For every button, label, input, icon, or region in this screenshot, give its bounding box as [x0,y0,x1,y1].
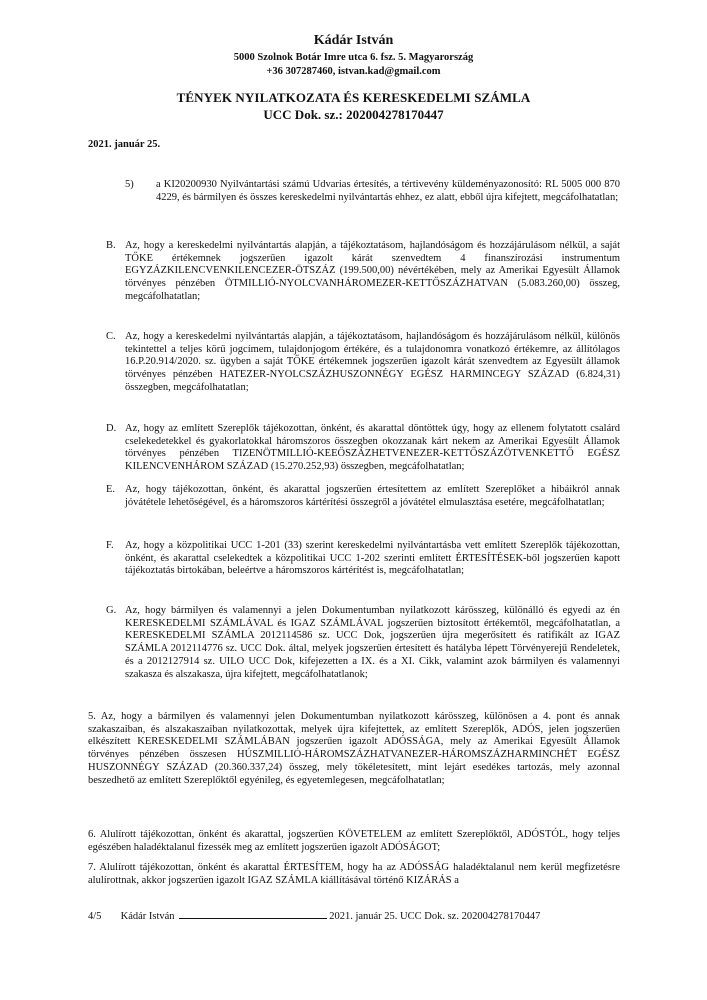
list-item-text: Az, hogy a közpolitikai UCC 1-201 (33) szerint kereskedelmi nyilvántartásba vett említett Szereplők tájékozottan, önként, és akarattal cselekedtek a közpolitikai UCC 1-202 szerinti említett ÉRTESÍTÉSEK-ből jogszerűen kapott tájékoztatás birtokában, beleértve a háromszoros kártérítést is, megcáfolhatatlan; [125,540,620,577]
list-item-text: Az, hogy bármilyen és valamennyi a jelen Dokumentumban nyilatkozott kárösszeg, különálló és egyedi az én KERESKEDELMI SZÁMLÁVAL és IGAZ SZÁMLÁVAL jogszerűen biztosított értékemtől, megcáfolhatatlan, a KERESKEDELMI SZÁMLA 2012114586 sz. UCC Dok, jogszerűen újra megerősített és ratifikált az IGAZ SZÁMLA 2012114776 sz. UCC Dok. által, melyek jogszerűen értesített és hatályba lépett Törvényerejű Rendeletek, és a 2012127914 sz. UILO UCC Dok, kifejezetten a IX. és a XI. Cikk, valamint azok bármilyen és valamennyi szakasza és alszakasza, újra kifejtett, megcáfolhatatlanok; [125,605,620,680]
list-item-marker: B. [106,240,116,251]
list-item-text: Az, hogy a kereskedelmi nyilvántartás alapján, a tájékoztatásom, hajlandóságom és hozzájárulásom nélkül, különös tekintettel a teljes körű jogcímem, tulajdonjogom értékére, és a tulajdonomra vonatkozó értékemre, az állítólagos 16.P.20.914/2020. sz. ügyben a saját TŐKE értékemnek jogszerűen igazolt kárát szenvedtem az Egyesült államok törvényes pénzében HATEZER-NYOLCSZÁZHUSZONNÉGY EGÉSZ HARMINCEGY SZÁZAD (6.824,31) összegben, megcáfolhatatlan; [125,331,620,393]
paragraph-5: 5. Az, hogy a bármilyen és valamennyi jelen Dokumentumban nyilatkozott kárösszeg, különösen a 4. pont és annak szakaszaiban, és alszakaszaiban nyilatkozottak, melyek újra kifejtettek, az említett Szereplők, ADÓS, jelen jogszerűen elkészített KERESKEDELMI SZÁMLÁBAN jogszerűen igazolt ADÓSSÁGA, mely az Amerikai Egyesült Államok törvényes pénzében összesen HÚSZMILLIÓ-HÁROMSZÁZHATVANEZER-HÁROMSZÁZHARMINCHÉT EGÉSZ HUSZONNÉGY SZÁZAD (20.360.337,24) összeg, mely tökéletesített, mint lejárt esedékes tartozás, mely azonnal beszedhető az említett Szereplőktől egyénileg, és egyetemlegesen, megcáfolhatatlan; [88,711,620,786]
list-item-marker: F. [106,540,114,551]
list-item-d [106,423,620,474]
signature-line [179,909,327,919]
author-name: Kádár István [313,33,394,48]
page-number: 4/5 [88,911,102,922]
paragraph-7: 7. Alulírott tájékozottan, önként és akarattal ÉRTESÍTEM, hogy ha az ADÓSSÁG haladéktalanul nem kerül megfizetésre alulírottnak, akkor jogszerűen igazolt IGAZ SZÁMLA kiállításával történő KIZÁRÁS a [88,862,620,886]
footer-date-reference: 2021. január 25. UCC Dok. sz. 202004278170447 [329,911,541,922]
list-item-text: Az, hogy tájékozottan, önként, és akarattal jogszerűen értesítettem az említett Szereplőket a hibáikról annak jóvátétele lehetőségével, és a háromszoros kártérítési összegről a jóvátétel elmulasztása esetére, megcáfolhatatlan; [125,484,620,508]
list-item-marker: D. [106,423,117,434]
list-item-c [106,331,620,395]
list-item-marker: E. [106,484,116,495]
list-item-text: Az, hogy az említett Szereplők tájékozottan, önként, és akarattal döntöttek úgy, hogy az ellenem folytatott csalárd cselekedetekkel és gyakorlatokkal háromszoros összegben okozzanak kárt nekem az Amerikai Egyesült Államok törvényes pénzében TIZENÖTMILLIÓ-KEEŐSZÁZHETVENEZER-KETTŐSZÁZÖTVENKETTŐ EGÉSZ KILENCVENHÁROM SZÁZAD (15.270.252,93) összegben, megcáfolhatatlan; [125,423,620,473]
author-contact: +36 307287460, istvan.kad@gmail.com [266,66,441,77]
document-title: TÉNYEK NYILATKOZATA ÉS KERESKEDELMI SZÁMLA [176,90,531,105]
list-item-g [106,605,620,681]
list-item-5 [125,179,620,204]
list-item-b [106,240,620,304]
list-item-f [106,540,620,578]
document-reference: UCC Dok. sz.: 202004278170447 [263,107,444,122]
list-item-e [106,484,620,509]
list-item-text: a KI20200930 Nyilvántartási számú Udvarias értesítés, a tértivevény küldeményazonosító: RL 5005 000 870 4229, és bármilyen és összes kereskedelmi nyilvántartás ehhez, ez alatt, ebből újra kifejtett, megcáfolhatatlan; [156,179,620,203]
list-item-marker: G. [106,605,117,616]
document-date: 2021. január 25. [88,139,161,150]
author-address: 5000 Szolnok Botár Imre utca 6. fsz. 5. Magyarország [233,52,474,63]
footer-signer-name: Kádár István [120,911,175,922]
list-item-marker: C. [106,331,116,342]
page-footer [88,909,628,922]
list-item-text: Az, hogy a kereskedelmi nyilvántartás alapján, a tájékoztatásom, hajlandóságom és hozzájárulásom nélkül, a saját TŐKE értékemnek jogszerűen igazolt kárát szenvedtem 4 finanszírozási instrumentum EGYZÁZKILENCVENKILENCEZER-ÖTSZÁZ (199.500,00) névértékében, mely az Amerikai Egyesült Államok törvényes pénzében ÖTMILLIÓ-NYOLCVANHÁROMEZER-KETTŐSZÁZHATVAN (5.083.260,00) összeg, megcáfolhatatlan; [125,240,620,302]
list-item-marker: 5) [125,179,134,190]
paragraph-6: 6. Alulírott tájékozottan, önként és akarattal, jogszerűen KÖVETELEM az említett Szereplőktől, ADÓSTÓL, hogy teljes egészében haladéktalanul fizessék meg az említett jogszerűen igazolt ADÓSÁGOT; [88,829,620,853]
